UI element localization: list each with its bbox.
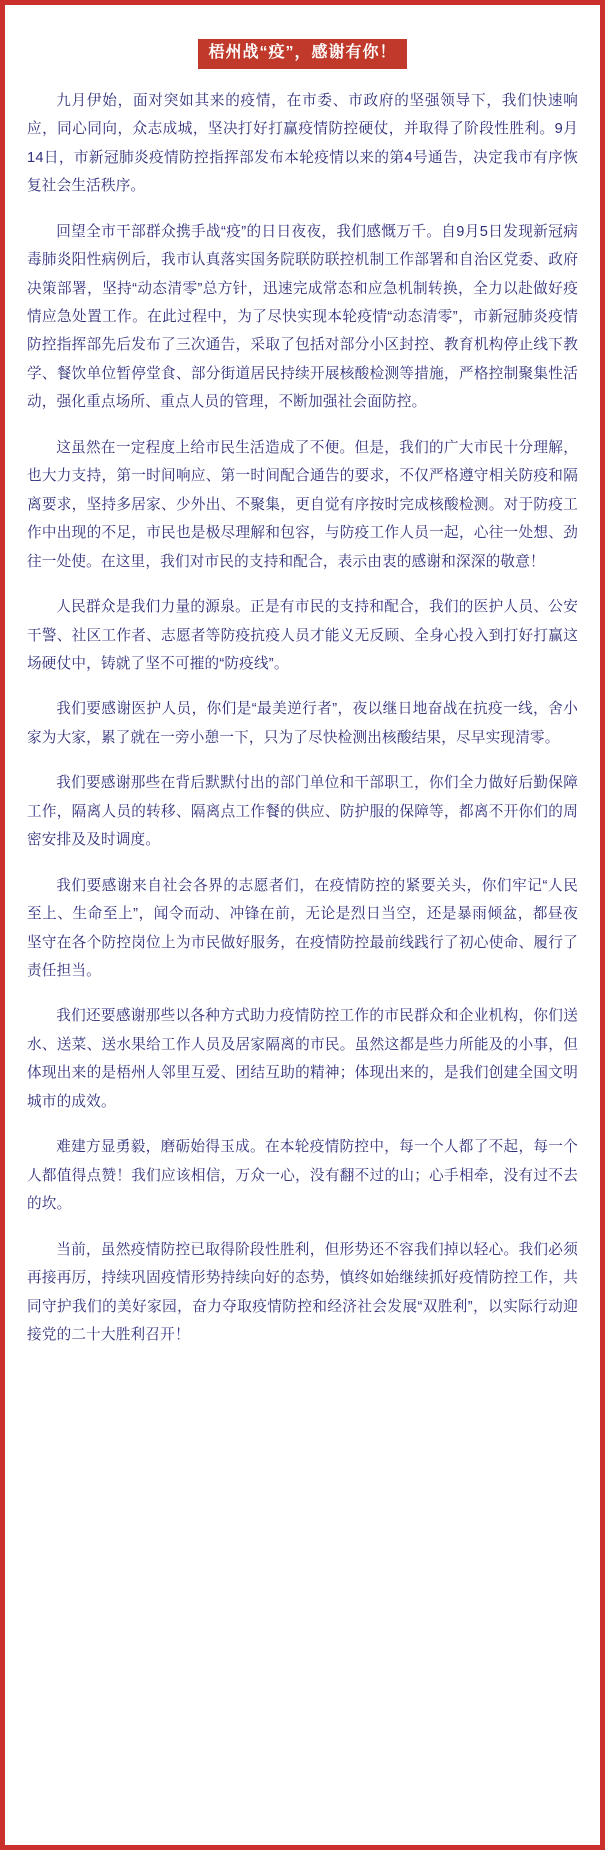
- paragraph: 回望全市干部群众携手战“疫”的日日夜夜，我们感慨万千。自9月5日发现新冠病毒肺炎阳性病例后，我市认真落实国务院联防联控机制工作部署和自治区党委、政府决策部署，坚持“动态清零”总方针，迅速完成常态和应急机制转换，全力以赴做好疫情应急处置工作。在此过程中，为了尽快实现本轮疫情“动态清零”，市新冠肺炎疫情防控指挥部先后发布了三次通告，采取了包括对部分小区封控、教育机构停止线下教学、餐饮单位暂停堂食、部分街道居民持续开展核酸检测等措施，严格控制聚集性活动，强化重点场所、重点人员的管理，不断加强社会面防控。: [27, 223, 578, 411]
- paragraph: 人民群众是我们力量的源泉。正是有市民的支持和配合，我们的医护人员、公安干警、社区工作者、志愿者等防疫抗疫人员才能义无反顾、全身心投入到打好打赢这场硬仗中，铸就了坚不可摧的“防疫线”。: [27, 599, 578, 672]
- article-content: [27, 87, 578, 1350]
- paragraph: 九月伊始，面对突如其来的疫情，在市委、市政府的坚强领导下，我们快速响应，同心同向，众志成城，坚决打好打赢疫情防控硬仗，并取得了阶段性胜利。9月14日，市新冠肺炎疫情防控指挥部发布本轮疫情以来的第4号通告，决定我市有序恢复社会生活秩序。: [27, 92, 578, 195]
- paragraph: 我们要感谢那些在背后默默付出的部门单位和干部职工，你们全力做好后勤保障工作，隔离人员的转移、隔离点工作餐的供应、防护服的保障等，都离不开你们的周密安排及及时调度。: [27, 775, 578, 849]
- paragraph: 我们还要感谢那些以各种方式助力疫情防控工作的市民群众和企业机构，你们送水、送菜、送水果给工作人员及居家隔离的市民。虽然这都是些力所能及的小事，但体现出来的是梧州人邻里互爱、团结互助的精神；体现出来的，是我们创建全国文明城市的成效。: [27, 1008, 578, 1110]
- paragraph: 这虽然在一定程度上给市民生活造成了不便。但是，我们的广大市民十分理解，也大力支持，第一时间响应、第一时间配合通告的要求，不仅严格遵守相关防疫和隔离要求，坚持多居家、少外出、不聚集，更自觉有序按时完成核酸检测。对于防疫工作中出现的不足，市民也是极尽理解和包容，与防疫工作人员一起，心往一处想、劲往一处使。在这里，我们对市民的支持和配合，表示由衷的感谢和深深的敬意！: [27, 439, 578, 570]
- paragraph: 当前，虽然疫情防控已取得阶段性胜利，但形势还不容我们掉以轻心。我们必须再接再厉，持续巩固疫情形势持续向好的态势，慎终如始继续抓好疫情防控工作，共同守护我们的美好家园，奋力夺取疫情防控和经济社会发展“双胜利”，以实际行动迎接党的二十大胜利召开！: [27, 1241, 578, 1344]
- paragraph: 我们要感谢来自社会各界的志愿者们，在疫情防控的紧要关头，你们牢记“人民至上、生命至上”，闻令而动、冲锋在前，无论是烈日当空，还是暴雨倾盆，都昼夜坚守在各个防控岗位上为市民做好服务，在疫情防控最前线践行了初心使命、履行了责任担当。: [27, 877, 578, 980]
- paragraph: 难建方显勇毅，磨砺始得玉成。在本轮疫情防控中，每一个人都了不起，每一个人都值得点赞！我们应该相信，万众一心，没有翻不过的山；心手相牵，没有过不去的坎。: [27, 1139, 578, 1213]
- paragraph: 我们要感谢医护人员，你们是“最美逆行者”，夜以继日地奋战在抗疫一线，舍小家为大家，累了就在一旁小憩一下，只为了尽快检测出核酸结果，尽早实现清零。: [27, 701, 578, 746]
- page-title: 梧州战“疫”，感谢有你！: [198, 39, 406, 69]
- document-body: [5, 5, 600, 1379]
- title-container: [27, 39, 578, 69]
